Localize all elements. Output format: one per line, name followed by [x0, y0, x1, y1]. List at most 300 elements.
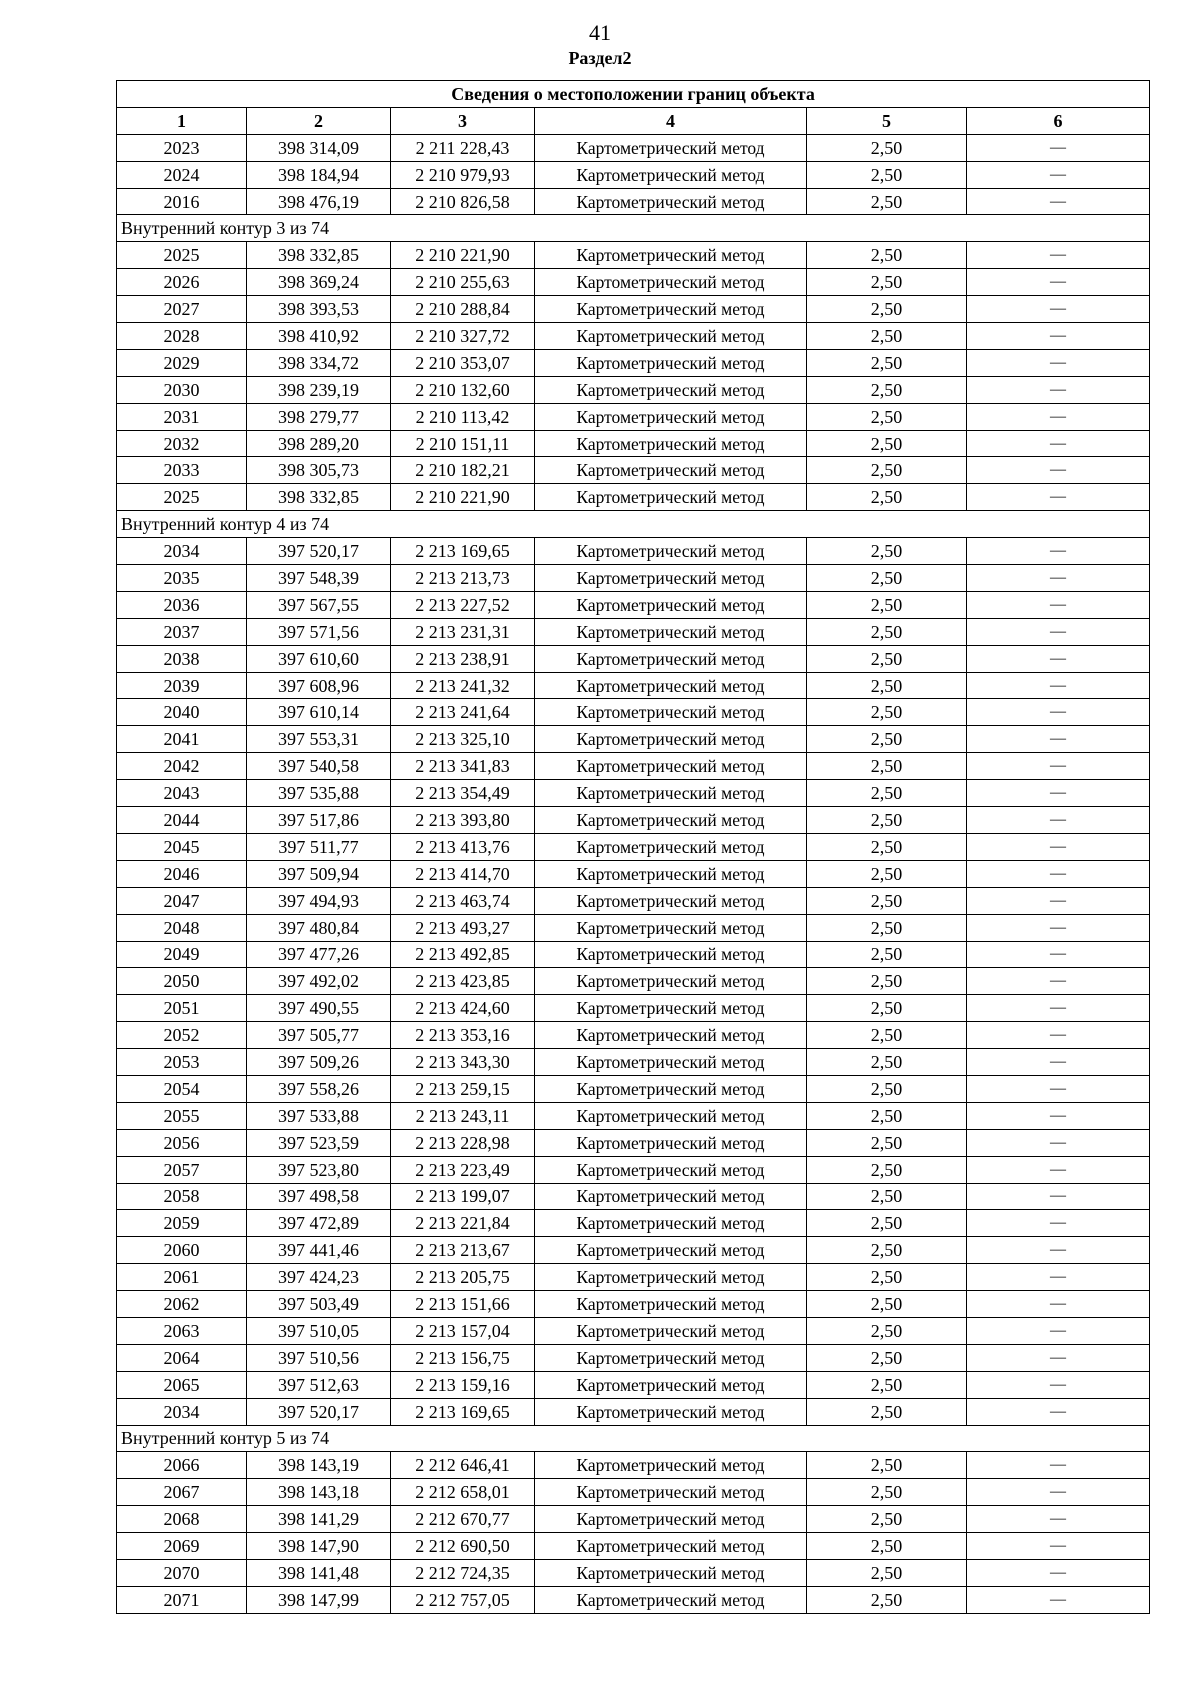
- method-cell: Картометрический метод: [535, 565, 807, 592]
- table-row: [117, 833, 1150, 860]
- accuracy-cell: 2,50: [807, 1129, 967, 1156]
- y-coordinate-cell: 2 213 199,07: [391, 1183, 535, 1210]
- x-coordinate-cell: 397 610,14: [247, 699, 391, 726]
- y-coordinate-cell: 2 210 327,72: [391, 323, 535, 350]
- y-coordinate-cell: 2 213 463,74: [391, 887, 535, 914]
- section-title: Раздел2: [568, 48, 632, 68]
- accuracy-cell: 2,50: [807, 1398, 967, 1425]
- method-cell: Картометрический метод: [535, 1210, 807, 1237]
- note-cell: —: [967, 1183, 1150, 1210]
- point-number-cell: 2028: [117, 323, 247, 350]
- contour-header-row: [117, 1425, 1150, 1452]
- table-row: [117, 860, 1150, 887]
- table-row: [117, 1022, 1150, 1049]
- x-coordinate-cell: 397 510,05: [247, 1317, 391, 1344]
- y-coordinate-cell: 2 213 241,64: [391, 699, 535, 726]
- method-cell: Картометрический метод: [535, 376, 807, 403]
- note-cell: —: [967, 188, 1150, 215]
- method-cell: Картометрический метод: [535, 1022, 807, 1049]
- note-cell: —: [967, 887, 1150, 914]
- note-cell: —: [967, 242, 1150, 269]
- accuracy-cell: 2,50: [807, 699, 967, 726]
- point-number-cell: 2023: [117, 134, 247, 161]
- point-number-cell: 2071: [117, 1586, 247, 1613]
- y-coordinate-cell: 2 213 341,83: [391, 753, 535, 780]
- table-row: [117, 1129, 1150, 1156]
- accuracy-cell: 2,50: [807, 1291, 967, 1318]
- method-cell: Картометрический метод: [535, 1586, 807, 1613]
- x-coordinate-cell: 397 523,59: [247, 1129, 391, 1156]
- column-header: 4: [535, 107, 807, 134]
- point-number-cell: 2040: [117, 699, 247, 726]
- accuracy-cell: 2,50: [807, 1022, 967, 1049]
- table-row: [117, 887, 1150, 914]
- table-row: [117, 807, 1150, 834]
- note-cell: —: [967, 349, 1150, 376]
- accuracy-cell: 2,50: [807, 645, 967, 672]
- coordinates-table-container: [116, 80, 1149, 1614]
- accuracy-cell: 2,50: [807, 1075, 967, 1102]
- point-number-cell: 2046: [117, 860, 247, 887]
- note-cell: —: [967, 1371, 1150, 1398]
- point-number-cell: 2057: [117, 1156, 247, 1183]
- table-row: [117, 1291, 1150, 1318]
- column-header: 1: [117, 107, 247, 134]
- point-number-cell: 2056: [117, 1129, 247, 1156]
- y-coordinate-cell: 2 212 690,50: [391, 1533, 535, 1560]
- accuracy-cell: 2,50: [807, 1049, 967, 1076]
- accuracy-cell: 2,50: [807, 349, 967, 376]
- note-cell: —: [967, 161, 1150, 188]
- y-coordinate-cell: 2 210 132,60: [391, 376, 535, 403]
- note-cell: —: [967, 538, 1150, 565]
- note-cell: —: [967, 1022, 1150, 1049]
- point-number-cell: 2033: [117, 457, 247, 484]
- note-cell: —: [967, 376, 1150, 403]
- point-number-cell: 2048: [117, 914, 247, 941]
- note-cell: —: [967, 726, 1150, 753]
- note-cell: —: [967, 1559, 1150, 1586]
- accuracy-cell: 2,50: [807, 1237, 967, 1264]
- table-row: [117, 538, 1150, 565]
- point-number-cell: 2038: [117, 645, 247, 672]
- y-coordinate-cell: 2 213 151,66: [391, 1291, 535, 1318]
- x-coordinate-cell: 397 520,17: [247, 538, 391, 565]
- point-number-cell: 2041: [117, 726, 247, 753]
- method-cell: Картометрический метод: [535, 1183, 807, 1210]
- table-row: [117, 565, 1150, 592]
- y-coordinate-cell: 2 213 493,27: [391, 914, 535, 941]
- note-cell: —: [967, 1049, 1150, 1076]
- point-number-cell: 2050: [117, 968, 247, 995]
- accuracy-cell: 2,50: [807, 430, 967, 457]
- table-row: [117, 1317, 1150, 1344]
- table-row: [117, 672, 1150, 699]
- method-cell: Картометрический метод: [535, 780, 807, 807]
- note-cell: —: [967, 591, 1150, 618]
- table-row: [117, 296, 1150, 323]
- method-cell: Картометрический метод: [535, 1237, 807, 1264]
- x-coordinate-cell: 397 441,46: [247, 1237, 391, 1264]
- table-row: [117, 376, 1150, 403]
- method-cell: Картометрический метод: [535, 296, 807, 323]
- x-coordinate-cell: 398 143,18: [247, 1479, 391, 1506]
- y-coordinate-cell: 2 213 157,04: [391, 1317, 535, 1344]
- accuracy-cell: 2,50: [807, 941, 967, 968]
- accuracy-cell: 2,50: [807, 1479, 967, 1506]
- accuracy-cell: 2,50: [807, 565, 967, 592]
- y-coordinate-cell: 2 212 646,41: [391, 1452, 535, 1479]
- table-row: [117, 780, 1150, 807]
- method-cell: Картометрический метод: [535, 618, 807, 645]
- note-cell: —: [967, 807, 1150, 834]
- point-number-cell: 2034: [117, 538, 247, 565]
- table-row: [117, 1264, 1150, 1291]
- x-coordinate-cell: 397 512,63: [247, 1371, 391, 1398]
- point-number-cell: 2067: [117, 1479, 247, 1506]
- note-cell: —: [967, 484, 1150, 511]
- y-coordinate-cell: 2 210 221,90: [391, 242, 535, 269]
- point-number-cell: 2031: [117, 403, 247, 430]
- note-cell: —: [967, 833, 1150, 860]
- table-row: [117, 1049, 1150, 1076]
- method-cell: Картометрический метод: [535, 1506, 807, 1533]
- point-number-cell: 2027: [117, 296, 247, 323]
- x-coordinate-cell: 398 239,19: [247, 376, 391, 403]
- accuracy-cell: 2,50: [807, 1533, 967, 1560]
- x-coordinate-cell: 397 540,58: [247, 753, 391, 780]
- note-cell: —: [967, 1398, 1150, 1425]
- point-number-cell: 2070: [117, 1559, 247, 1586]
- method-cell: Картометрический метод: [535, 887, 807, 914]
- method-cell: Картометрический метод: [535, 1264, 807, 1291]
- table-title-row: [117, 81, 1150, 108]
- method-cell: Картометрический метод: [535, 1479, 807, 1506]
- x-coordinate-cell: 398 184,94: [247, 161, 391, 188]
- method-cell: Картометрический метод: [535, 753, 807, 780]
- accuracy-cell: 2,50: [807, 1344, 967, 1371]
- point-number-cell: 2047: [117, 887, 247, 914]
- accuracy-cell: 2,50: [807, 161, 967, 188]
- point-number-cell: 2025: [117, 484, 247, 511]
- accuracy-cell: 2,50: [807, 1264, 967, 1291]
- point-number-cell: 2062: [117, 1291, 247, 1318]
- method-cell: Картометрический метод: [535, 134, 807, 161]
- note-cell: —: [967, 914, 1150, 941]
- column-header: 3: [391, 107, 535, 134]
- note-cell: —: [967, 430, 1150, 457]
- y-coordinate-cell: 2 213 231,31: [391, 618, 535, 645]
- method-cell: Картометрический метод: [535, 161, 807, 188]
- point-number-cell: 2064: [117, 1344, 247, 1371]
- table-row: [117, 1102, 1150, 1129]
- method-cell: Картометрический метод: [535, 1102, 807, 1129]
- accuracy-cell: 2,50: [807, 1210, 967, 1237]
- point-number-cell: 2054: [117, 1075, 247, 1102]
- note-cell: —: [967, 941, 1150, 968]
- method-cell: Картометрический метод: [535, 860, 807, 887]
- method-cell: Картометрический метод: [535, 941, 807, 968]
- y-coordinate-cell: 2 210 255,63: [391, 269, 535, 296]
- table-row: [117, 1452, 1150, 1479]
- accuracy-cell: 2,50: [807, 484, 967, 511]
- table-row: [117, 1506, 1150, 1533]
- point-number-cell: 2068: [117, 1506, 247, 1533]
- y-coordinate-cell: 2 213 223,49: [391, 1156, 535, 1183]
- table-row: [117, 1210, 1150, 1237]
- table-row: [117, 1075, 1150, 1102]
- note-cell: —: [967, 699, 1150, 726]
- point-number-cell: 2043: [117, 780, 247, 807]
- point-number-cell: 2069: [117, 1533, 247, 1560]
- note-cell: —: [967, 1291, 1150, 1318]
- x-coordinate-cell: 397 533,88: [247, 1102, 391, 1129]
- accuracy-cell: 2,50: [807, 1452, 967, 1479]
- table-row: [117, 484, 1150, 511]
- y-coordinate-cell: 2 213 221,84: [391, 1210, 535, 1237]
- method-cell: Картометрический метод: [535, 914, 807, 941]
- y-coordinate-cell: 2 213 413,76: [391, 833, 535, 860]
- note-cell: —: [967, 1452, 1150, 1479]
- note-cell: —: [967, 1344, 1150, 1371]
- page-number: 41: [589, 20, 611, 45]
- x-coordinate-cell: 397 480,84: [247, 914, 391, 941]
- accuracy-cell: 2,50: [807, 323, 967, 350]
- y-coordinate-cell: 2 213 238,91: [391, 645, 535, 672]
- table-row: [117, 161, 1150, 188]
- accuracy-cell: 2,50: [807, 807, 967, 834]
- y-coordinate-cell: 2 213 492,85: [391, 941, 535, 968]
- accuracy-cell: 2,50: [807, 591, 967, 618]
- y-coordinate-cell: 2 210 826,58: [391, 188, 535, 215]
- accuracy-cell: 2,50: [807, 618, 967, 645]
- accuracy-cell: 2,50: [807, 296, 967, 323]
- note-cell: —: [967, 565, 1150, 592]
- x-coordinate-cell: 398 334,72: [247, 349, 391, 376]
- point-number-cell: 2042: [117, 753, 247, 780]
- x-coordinate-cell: 397 492,02: [247, 968, 391, 995]
- note-cell: —: [967, 1264, 1150, 1291]
- x-coordinate-cell: 397 608,96: [247, 672, 391, 699]
- method-cell: Картометрический метод: [535, 699, 807, 726]
- y-coordinate-cell: 2 210 182,21: [391, 457, 535, 484]
- accuracy-cell: 2,50: [807, 1559, 967, 1586]
- accuracy-cell: 2,50: [807, 780, 967, 807]
- method-cell: Картометрический метод: [535, 1344, 807, 1371]
- accuracy-cell: 2,50: [807, 403, 967, 430]
- note-cell: —: [967, 1102, 1150, 1129]
- y-coordinate-cell: 2 210 979,93: [391, 161, 535, 188]
- note-cell: —: [967, 403, 1150, 430]
- note-cell: —: [967, 323, 1150, 350]
- accuracy-cell: 2,50: [807, 726, 967, 753]
- point-number-cell: 2059: [117, 1210, 247, 1237]
- contour-label: Внутренний контур 3 из 74: [117, 215, 1150, 242]
- x-coordinate-cell: 397 520,17: [247, 1398, 391, 1425]
- y-coordinate-cell: 2 210 113,42: [391, 403, 535, 430]
- point-number-cell: 2030: [117, 376, 247, 403]
- table-row: [117, 618, 1150, 645]
- method-cell: Картометрический метод: [535, 591, 807, 618]
- method-cell: Картометрический метод: [535, 726, 807, 753]
- x-coordinate-cell: 398 332,85: [247, 242, 391, 269]
- y-coordinate-cell: 2 213 213,67: [391, 1237, 535, 1264]
- note-cell: —: [967, 134, 1150, 161]
- x-coordinate-cell: 397 494,93: [247, 887, 391, 914]
- note-cell: —: [967, 296, 1150, 323]
- contour-label: Внутренний контур 4 из 74: [117, 511, 1150, 538]
- x-coordinate-cell: 397 424,23: [247, 1264, 391, 1291]
- point-number-cell: 2061: [117, 1264, 247, 1291]
- table-row: [117, 242, 1150, 269]
- table-row: [117, 349, 1150, 376]
- table-row: [117, 941, 1150, 968]
- y-coordinate-cell: 2 213 213,73: [391, 565, 535, 592]
- note-cell: —: [967, 1586, 1150, 1613]
- note-cell: —: [967, 995, 1150, 1022]
- note-cell: —: [967, 672, 1150, 699]
- point-number-cell: 2066: [117, 1452, 247, 1479]
- table-row: [117, 1559, 1150, 1586]
- y-coordinate-cell: 2 213 353,16: [391, 1022, 535, 1049]
- table-row: [117, 1237, 1150, 1264]
- note-cell: —: [967, 1317, 1150, 1344]
- x-coordinate-cell: 397 535,88: [247, 780, 391, 807]
- accuracy-cell: 2,50: [807, 914, 967, 941]
- point-number-cell: 2058: [117, 1183, 247, 1210]
- x-coordinate-cell: 398 410,92: [247, 323, 391, 350]
- accuracy-cell: 2,50: [807, 242, 967, 269]
- x-coordinate-cell: 398 369,24: [247, 269, 391, 296]
- note-cell: —: [967, 1156, 1150, 1183]
- note-cell: —: [967, 1075, 1150, 1102]
- table-row: [117, 726, 1150, 753]
- column-number-row: [117, 107, 1150, 134]
- x-coordinate-cell: 398 141,29: [247, 1506, 391, 1533]
- accuracy-cell: 2,50: [807, 995, 967, 1022]
- table-row: [117, 323, 1150, 350]
- point-number-cell: 2032: [117, 430, 247, 457]
- method-cell: Картометрический метод: [535, 188, 807, 215]
- method-cell: Картометрический метод: [535, 457, 807, 484]
- method-cell: Картометрический метод: [535, 242, 807, 269]
- method-cell: Картометрический метод: [535, 672, 807, 699]
- method-cell: Картометрический метод: [535, 269, 807, 296]
- note-cell: —: [967, 1210, 1150, 1237]
- method-cell: Картометрический метод: [535, 430, 807, 457]
- y-coordinate-cell: 2 210 288,84: [391, 296, 535, 323]
- table-body: [117, 134, 1150, 1613]
- column-header: 6: [967, 107, 1150, 134]
- method-cell: Картометрический метод: [535, 1452, 807, 1479]
- y-coordinate-cell: 2 213 423,85: [391, 968, 535, 995]
- table-row: [117, 457, 1150, 484]
- contour-label: Внутренний контур 5 из 74: [117, 1425, 1150, 1452]
- method-cell: Картометрический метод: [535, 807, 807, 834]
- coordinates-table: [116, 80, 1150, 1614]
- table-row: [117, 134, 1150, 161]
- x-coordinate-cell: 398 476,19: [247, 188, 391, 215]
- x-coordinate-cell: 397 509,26: [247, 1049, 391, 1076]
- y-coordinate-cell: 2 212 724,35: [391, 1559, 535, 1586]
- note-cell: —: [967, 457, 1150, 484]
- accuracy-cell: 2,50: [807, 1102, 967, 1129]
- table-row: [117, 269, 1150, 296]
- y-coordinate-cell: 2 210 353,07: [391, 349, 535, 376]
- accuracy-cell: 2,50: [807, 134, 967, 161]
- y-coordinate-cell: 2 213 159,16: [391, 1371, 535, 1398]
- table-row: [117, 699, 1150, 726]
- y-coordinate-cell: 2 210 151,11: [391, 430, 535, 457]
- point-number-cell: 2024: [117, 161, 247, 188]
- point-number-cell: 2036: [117, 591, 247, 618]
- method-cell: Картометрический метод: [535, 645, 807, 672]
- method-cell: Картометрический метод: [535, 833, 807, 860]
- x-coordinate-cell: 397 510,56: [247, 1344, 391, 1371]
- column-header: 5: [807, 107, 967, 134]
- y-coordinate-cell: 2 213 205,75: [391, 1264, 535, 1291]
- point-number-cell: 2045: [117, 833, 247, 860]
- note-cell: —: [967, 1479, 1150, 1506]
- x-coordinate-cell: 398 147,99: [247, 1586, 391, 1613]
- note-cell: —: [967, 1506, 1150, 1533]
- y-coordinate-cell: 2 213 243,11: [391, 1102, 535, 1129]
- y-coordinate-cell: 2 213 354,49: [391, 780, 535, 807]
- x-coordinate-cell: 398 141,48: [247, 1559, 391, 1586]
- y-coordinate-cell: 2 213 393,80: [391, 807, 535, 834]
- method-cell: Картометрический метод: [535, 403, 807, 430]
- method-cell: Картометрический метод: [535, 1371, 807, 1398]
- table-row: [117, 914, 1150, 941]
- table-row: [117, 995, 1150, 1022]
- table-row: [117, 1156, 1150, 1183]
- x-coordinate-cell: 397 505,77: [247, 1022, 391, 1049]
- note-cell: —: [967, 1129, 1150, 1156]
- note-cell: —: [967, 1237, 1150, 1264]
- x-coordinate-cell: 397 553,31: [247, 726, 391, 753]
- table-row: [117, 1533, 1150, 1560]
- x-coordinate-cell: 397 523,80: [247, 1156, 391, 1183]
- y-coordinate-cell: 2 213 241,32: [391, 672, 535, 699]
- table-row: [117, 403, 1150, 430]
- table-row: [117, 1183, 1150, 1210]
- accuracy-cell: 2,50: [807, 672, 967, 699]
- table-row: [117, 1479, 1150, 1506]
- x-coordinate-cell: 397 509,94: [247, 860, 391, 887]
- x-coordinate-cell: 398 289,20: [247, 430, 391, 457]
- method-cell: Картометрический метод: [535, 323, 807, 350]
- table-row: [117, 1371, 1150, 1398]
- y-coordinate-cell: 2 213 259,15: [391, 1075, 535, 1102]
- x-coordinate-cell: 398 143,19: [247, 1452, 391, 1479]
- point-number-cell: 2044: [117, 807, 247, 834]
- point-number-cell: 2052: [117, 1022, 247, 1049]
- point-number-cell: 2063: [117, 1317, 247, 1344]
- y-coordinate-cell: 2 211 228,43: [391, 134, 535, 161]
- y-coordinate-cell: 2 213 343,30: [391, 1049, 535, 1076]
- point-number-cell: 2035: [117, 565, 247, 592]
- x-coordinate-cell: 398 393,53: [247, 296, 391, 323]
- x-coordinate-cell: 397 498,58: [247, 1183, 391, 1210]
- note-cell: —: [967, 753, 1150, 780]
- table-row: [117, 753, 1150, 780]
- table-row: [117, 1398, 1150, 1425]
- method-cell: Картометрический метод: [535, 1559, 807, 1586]
- accuracy-cell: 2,50: [807, 1371, 967, 1398]
- note-cell: —: [967, 1533, 1150, 1560]
- x-coordinate-cell: 397 571,56: [247, 618, 391, 645]
- point-number-cell: 2026: [117, 269, 247, 296]
